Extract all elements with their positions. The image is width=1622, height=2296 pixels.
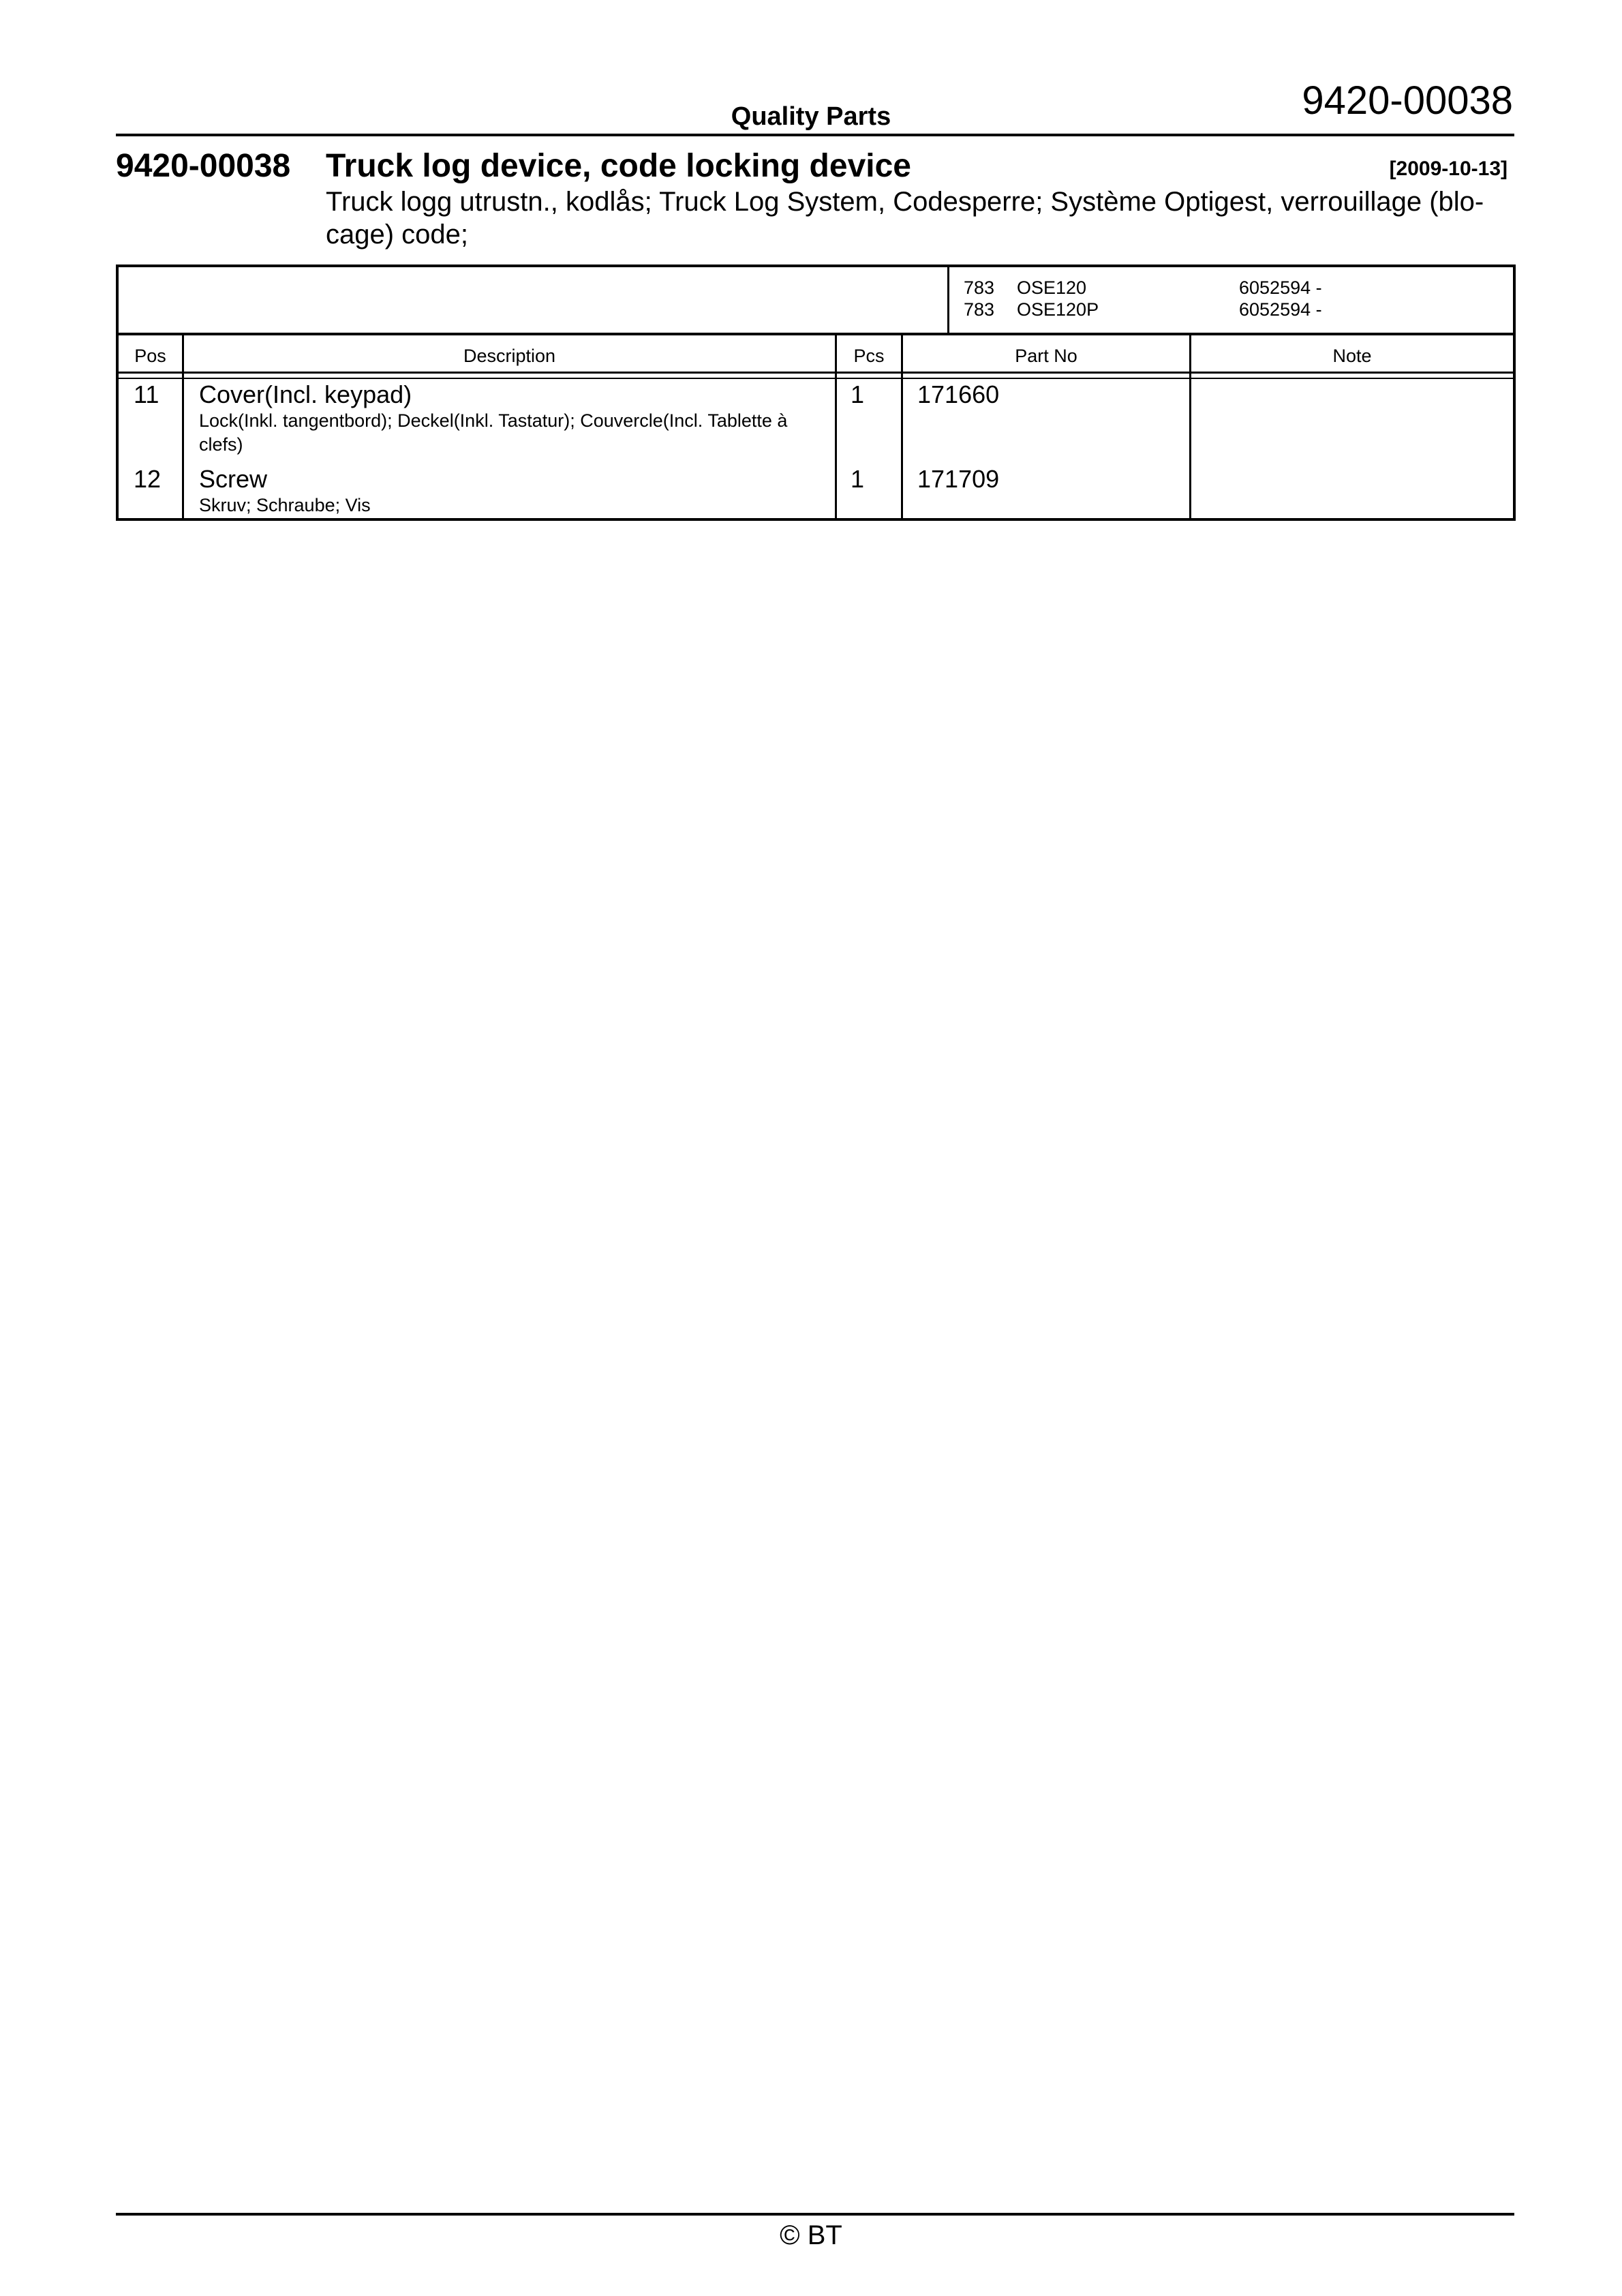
model-name: OSE120 [1017,277,1087,298]
row-pos: 12 [134,465,162,493]
column-header-pcs: Pcs [853,346,885,366]
row-part-number: 171709 [917,465,1000,493]
column-header-part-no: Part No [1015,346,1077,366]
footer-divider [116,2213,1514,2216]
row-description-translation: Lock(Inkl. tangentbord); Deckel(Inkl. Tastatur); Couvercle(Incl. Tablette à [199,410,788,431]
item-translations [326,185,1498,251]
row-description-translation: Skruv; Schraube; Vis [199,495,371,515]
model-serial: 6052594 - [1239,277,1322,298]
table-header-rule [119,378,1513,379]
item-date: [2009-10-13] [1389,157,1508,180]
table-header-rule [119,372,1513,374]
item-title: Truck log device, code locking device [326,148,911,184]
row-pcs: 1 [851,380,865,408]
row-description: Screw [199,465,268,493]
header-divider [116,134,1514,136]
row-description: Cover(Incl. keypad) [199,380,412,408]
model-box-divider [947,265,949,335]
row-pcs: 1 [851,465,865,493]
model-code: 783 [964,277,995,298]
model-serial: 6052594 - [1239,299,1322,320]
column-header-note: Note [1332,346,1372,366]
model-code: 783 [964,299,995,320]
column-header-description: Description [463,346,556,366]
model-name: OSE120P [1017,299,1099,320]
footer-copyright: © BT [780,2220,842,2250]
item-number: 9420-00038 [116,148,291,184]
page-header-doc-number: 9420-00038 [1302,78,1513,123]
column-header-pos: Pos [134,346,166,366]
row-part-number: 171660 [917,380,1000,408]
row-description-translation: clefs) [199,434,243,455]
item-translations-line: Truck logg utrustn., kodlås; Truck Log System, Codesperre; Système Optigest, verrouillage (blo- [326,187,1484,217]
row-pos: 11 [134,380,159,408]
page-header-title: Quality Parts [731,102,891,131]
item-translations-line: cage) code; [326,220,469,250]
